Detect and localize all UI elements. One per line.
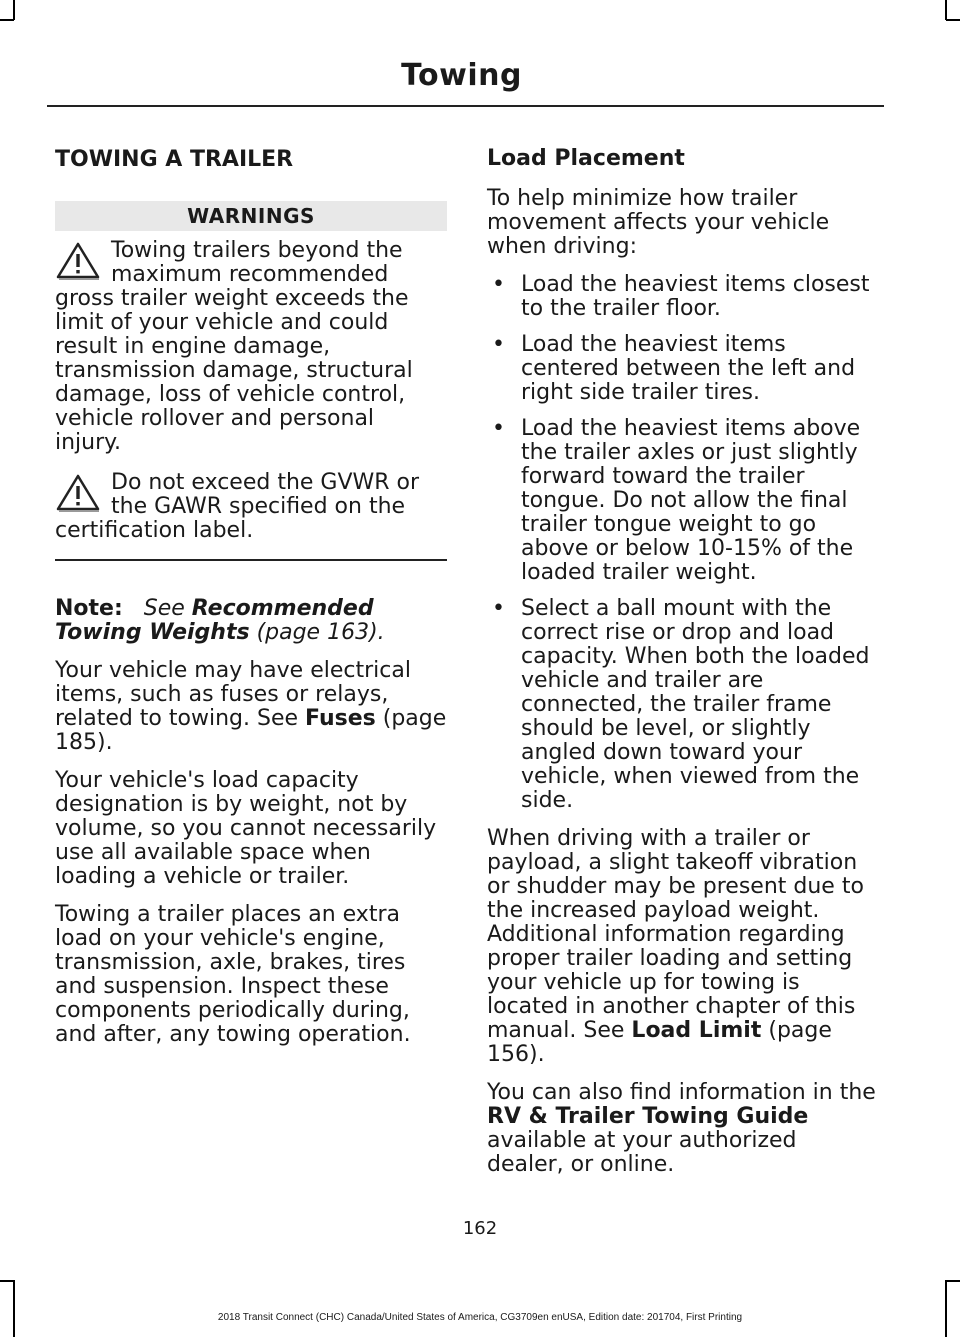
paragraph: Your vehicle may have electrical items, such as fuses or relays, related to towing. See Fuses (page 185).: [55, 658, 447, 755]
warning-triangle-icon: [55, 473, 101, 513]
header-divider: [47, 105, 884, 107]
note-paragraph: [55, 597, 447, 645]
note-link[interactable]: Recommended Towing Weights: [55, 596, 374, 645]
crop-mark: [946, 1280, 960, 1282]
crop-mark: [13, 0, 15, 20]
bullet-glyph: •: [492, 272, 505, 297]
crop-mark: [945, 0, 947, 20]
paragraph: You can also find information in the RV & Trailer Towing Guide available at your authorized dealer, or online.: [487, 1080, 876, 1177]
crop-mark: [13, 1280, 15, 1337]
note-see: See: [143, 596, 185, 621]
right-column: [487, 145, 879, 1191]
section-heading: Load Placement: [487, 146, 685, 171]
page-number: 162: [462, 1218, 498, 1239]
footer-text: 2018 Transit Connect (CHC) Canada/United States of America, CG3709en enUSA, Edition date: 201704, First Printing: [217, 1312, 743, 1323]
load-limit-link[interactable]: Load Limit: [631, 1018, 762, 1043]
crop-mark: [945, 1280, 947, 1337]
list-item: • Load the heaviest items centered between the left and right side trailer tires.: [492, 332, 856, 405]
crop-mark: [946, 19, 960, 21]
paragraph: Towing a trailer places an extra load on your vehicle's engine, transmission, axle, brakes, tires and suspension. Inspect these components periodically during, and after, any towing operation.: [55, 902, 411, 1047]
crop-mark: [0, 19, 14, 21]
list-item: • Load the heaviest items above the trailer axles or just slightly forward toward the trailer tongue. Do not allow the final trailer tongue weight to go above or below 10-15% of the loaded trailer weight.: [492, 416, 861, 585]
warning-text: Towing trailers beyond the maximum recommended gross trailer weight exceeds the limit of your vehicle and could result in engine damage, transmission damage, structural damage, loss of vehicle control, vehicle rollover and personal injury.: [55, 238, 413, 455]
bullet-glyph: •: [492, 416, 505, 441]
warnings-divider: [55, 559, 447, 561]
warnings-header: WARNINGS: [55, 201, 447, 231]
section-title: TOWING A TRAILER: [55, 147, 294, 172]
bullet-list: [487, 273, 879, 813]
left-column: [55, 145, 447, 1061]
paragraph: To help minimize how trailer movement affects your vehicle when driving:: [487, 186, 830, 259]
fuses-link[interactable]: Fuses: [305, 706, 376, 731]
note-label: Note:: [55, 596, 123, 621]
paragraph: Your vehicle's load capacity designation is by weight, not by volume, so you cannot necessarily use all available space when loading a vehicle or trailer.: [55, 768, 437, 889]
bullet-glyph: •: [492, 596, 505, 621]
crop-mark: [0, 1280, 14, 1282]
warning-text: Do not exceed the GVWR or the GAWR specified on the certification label.: [55, 470, 420, 543]
list-item: • Select a ball mount with the correct rise or drop and load capacity. When both the loaded vehicle and trailer are connected, the trailer frame should be level, or slightly angled down toward your vehicle, when viewed from the side.: [492, 596, 870, 813]
list-item: • Load the heaviest items closest to the trailer floor.: [492, 272, 870, 321]
page-title: Towing: [401, 58, 522, 93]
warning-triangle-icon: [55, 241, 101, 281]
note-page: (page 163).: [256, 620, 385, 645]
paragraph: When driving with a trailer or payload, a slight takeoff vibration or shudder may be present due to the increased payload weight. Additional information regarding proper trailer loading and setting your vehicle up for towing is located in another chapter of this manual. See Load Limit (page 156).: [487, 826, 864, 1067]
warning-item: [55, 239, 447, 455]
warning-item: [55, 471, 447, 543]
towing-guide-link[interactable]: RV & Trailer Towing Guide: [487, 1104, 809, 1129]
bullet-glyph: •: [492, 332, 505, 357]
